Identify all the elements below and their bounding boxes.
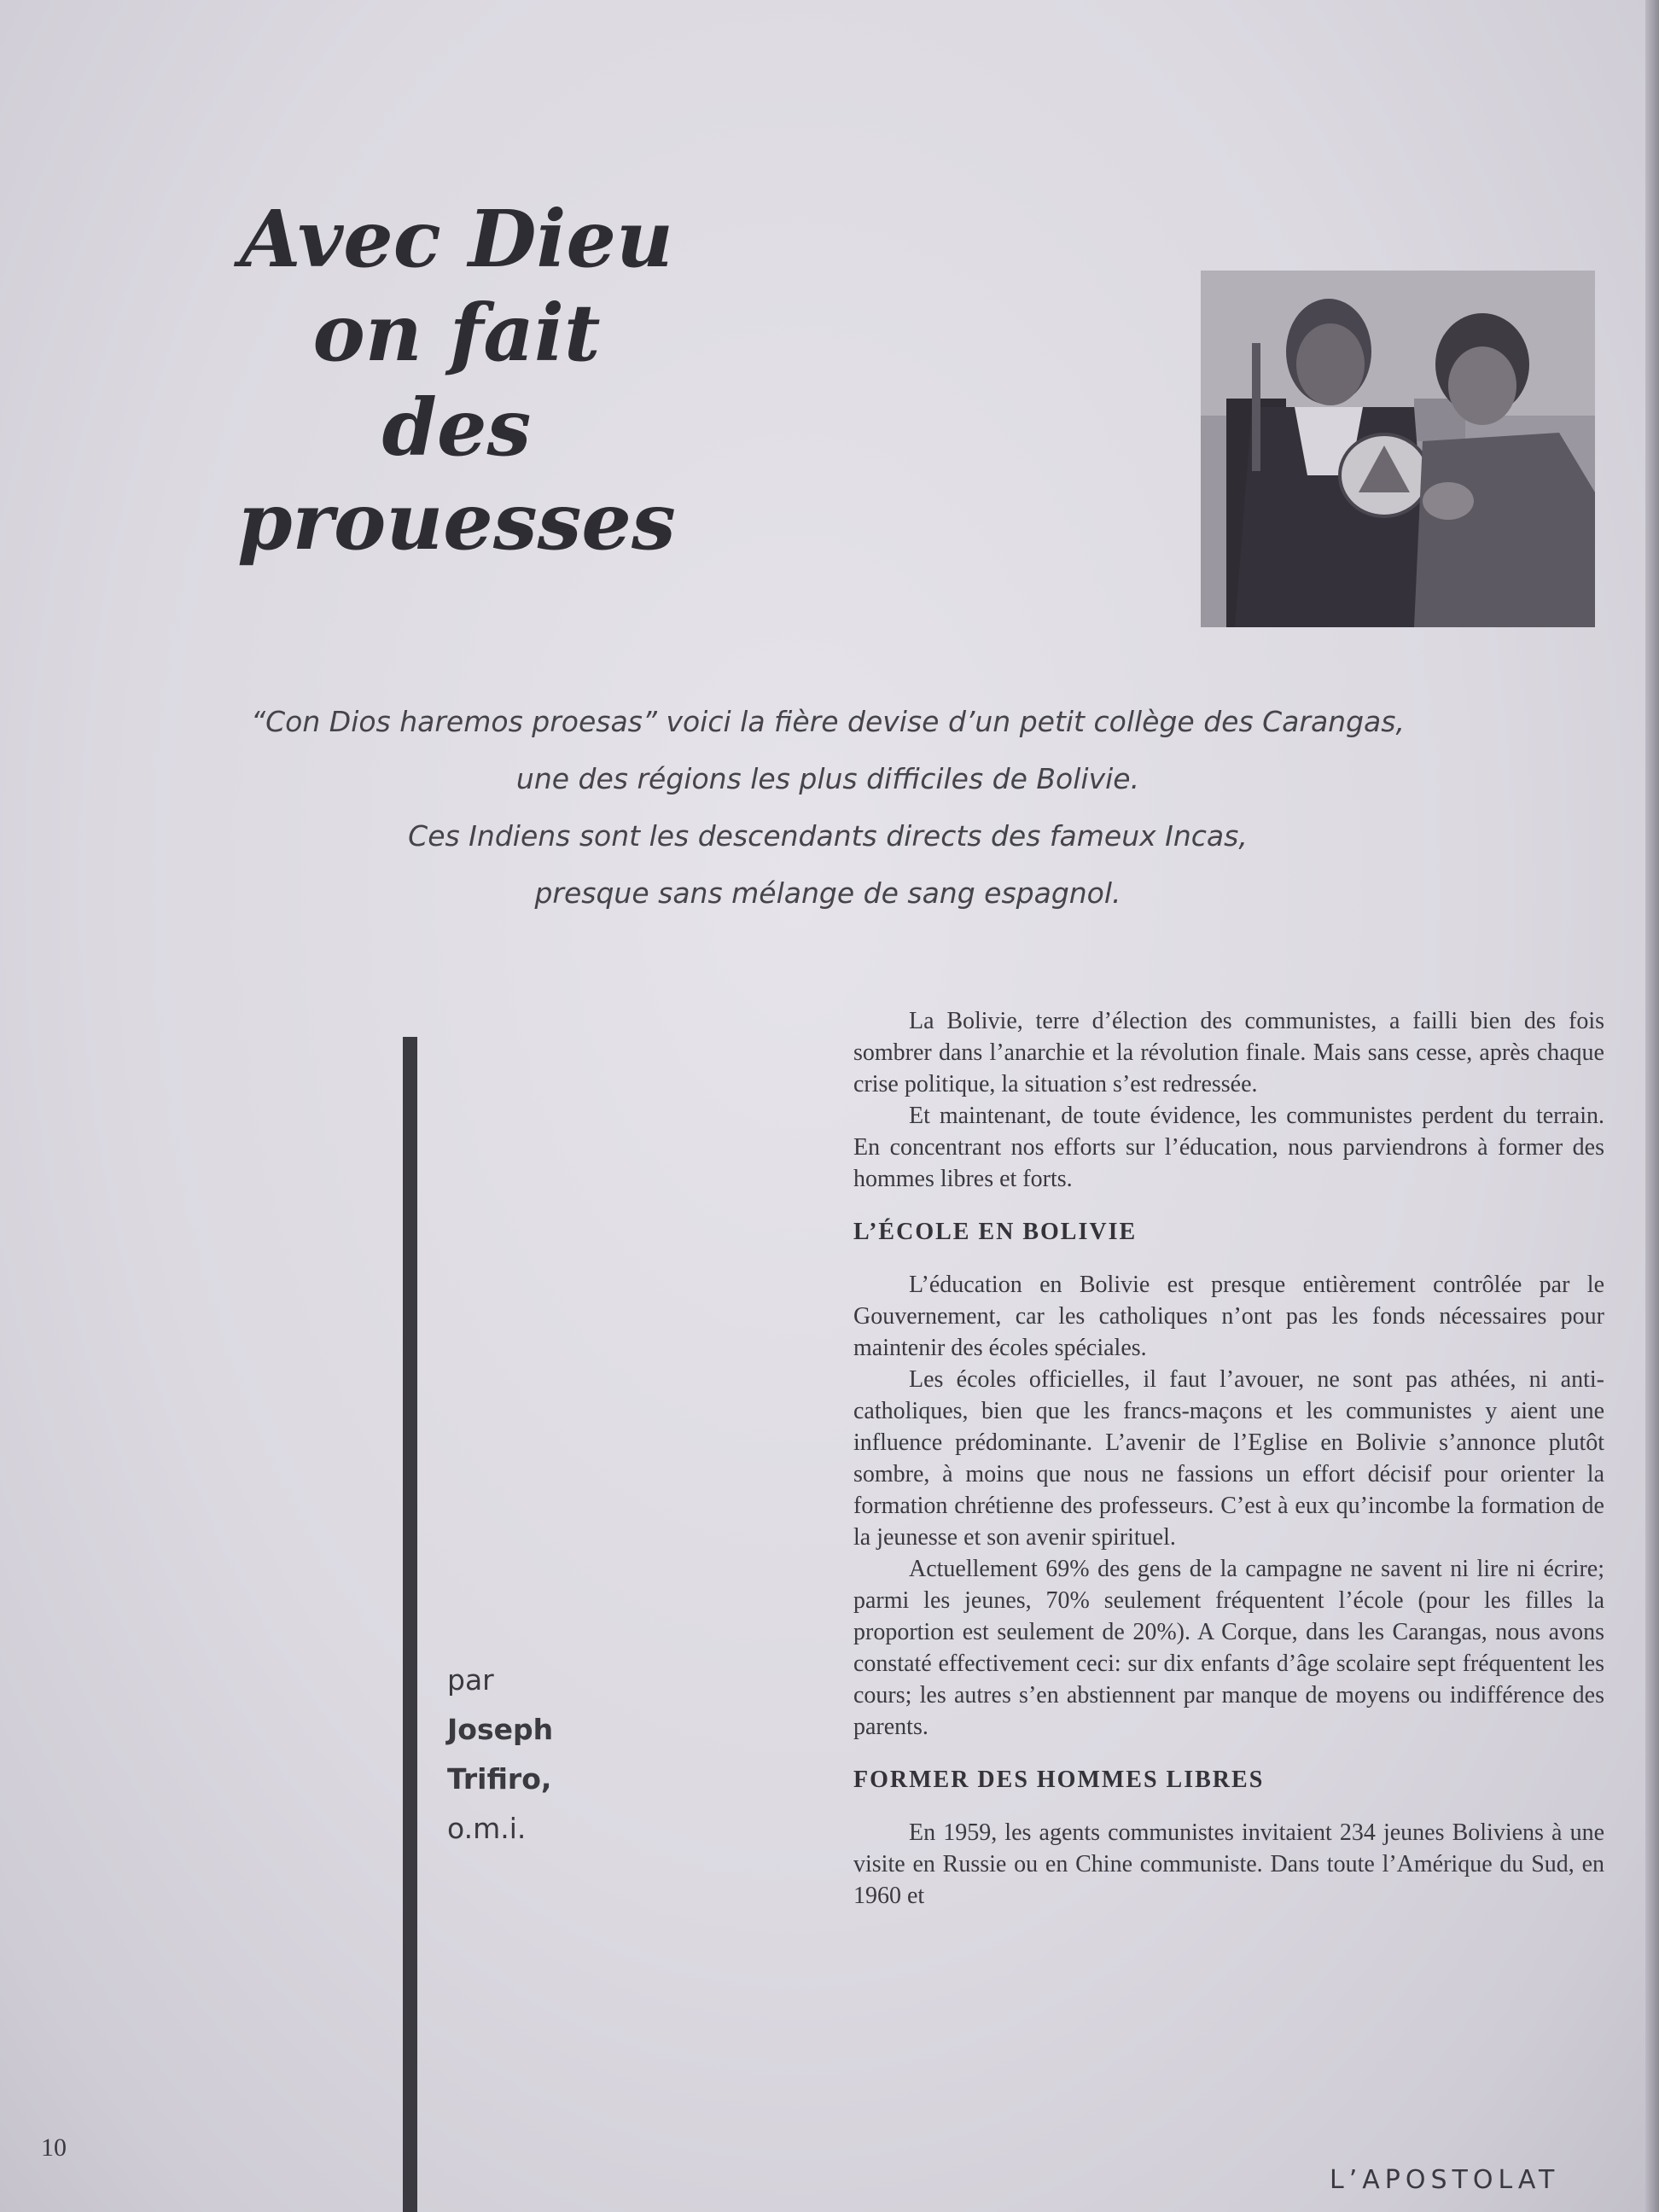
section-heading: FORMER DES HOMMES LIBRES — [853, 1767, 1265, 1793]
page-edge-shadow — [1645, 0, 1659, 2212]
intro-paragraph — [94, 693, 1562, 922]
article-paragraph: Et maintenant, de toute évidence, les communistes perdent du terrain. En concentrant nos efforts sur l’éducation, nous parviendrons à former des hommes libres et forts. — [853, 1103, 1604, 1192]
photo-two-women-with-emblem — [1201, 271, 1595, 627]
author-first-name: Joseph — [447, 1713, 554, 1746]
section-heading: L’ÉCOLE EN BOLIVIE — [853, 1219, 1138, 1245]
article-paragraph: La Bolivie, terre d’élection des communistes, a failli bien des fois sombrer dans l’anarchie et la révolution finale. Mais sans cesse, après chaque crise politique, la situation s’est redressée. — [853, 1008, 1604, 1097]
article-paragraph: Actuellement 69% des gens de la campagne ne savent ni lire ni écrire; parmi les jeunes, 70% seulement fréquentent l’école (pour les filles la proportion est seulement de 20%). A Corque, dans les Carangas, nous avons constaté effectivement ceci: sur dix enfants d’âge scolaire sept fréquentent les cours; les autres s’en abstiennent par manque de moyens ou indifférence des parents. — [853, 1556, 1604, 1740]
article-paragraph: Les écoles officielles, il faut l’avouer, ne sont pas athées, ni anti-catholiques, bien que les francs-maçons et les communistes y aient une influence prédominante. L’avenir de l’Eglise en Bolivie s’annonce plutôt sombre, à moins que nous ne fassions un effort décisif pour orienter la formation chrétienne des professeurs. C’est à eux qu’incombe la formation de la jeunesse et son avenir spirituel. — [853, 1366, 1604, 1551]
intro-line-1: “Con Dios haremos proesas” voici la fière devise d’un petit collège des Carangas, — [251, 705, 1405, 738]
photo-illustration — [1201, 271, 1595, 627]
intro-line-3: Ces Indiens sont les descendants directs des fameux Incas, — [408, 819, 1248, 853]
article-paragraph: L’éducation en Bolivie est presque entièrement contrôlée par le Gouvernement, car les catholiques n’ont pas les fonds nécessaires pour maintenir des écoles spéciales. — [853, 1272, 1604, 1361]
vertical-rule — [403, 1037, 417, 2212]
intro-line-4: presque sans mélange de sang espagnol. — [534, 876, 1121, 910]
magazine-name: L’APOSTOLAT — [1330, 2165, 1560, 2195]
byline-prefix: par — [447, 1663, 494, 1697]
title-line-1: Avec Dieu — [240, 193, 673, 285]
page-number: 10 — [41, 2133, 67, 2162]
title-line-3: des prouesses — [237, 381, 676, 568]
title-line-2: on fait — [312, 287, 601, 380]
author-order: o.m.i. — [447, 1812, 527, 1845]
author-last-name: Trifiro, — [447, 1762, 552, 1796]
article-paragraph: En 1959, les agents communistes invitaient 234 jeunes Boliviens à une visite en Russie ou en Chine communiste. Dans toute l’Amérique du Sud, en 1960 et — [853, 1819, 1604, 1909]
intro-line-2: une des régions les plus difficiles de Bolivie. — [515, 762, 1140, 795]
article-title — [192, 192, 721, 569]
article-body — [853, 1005, 1604, 1912]
author-byline — [447, 1656, 652, 1854]
